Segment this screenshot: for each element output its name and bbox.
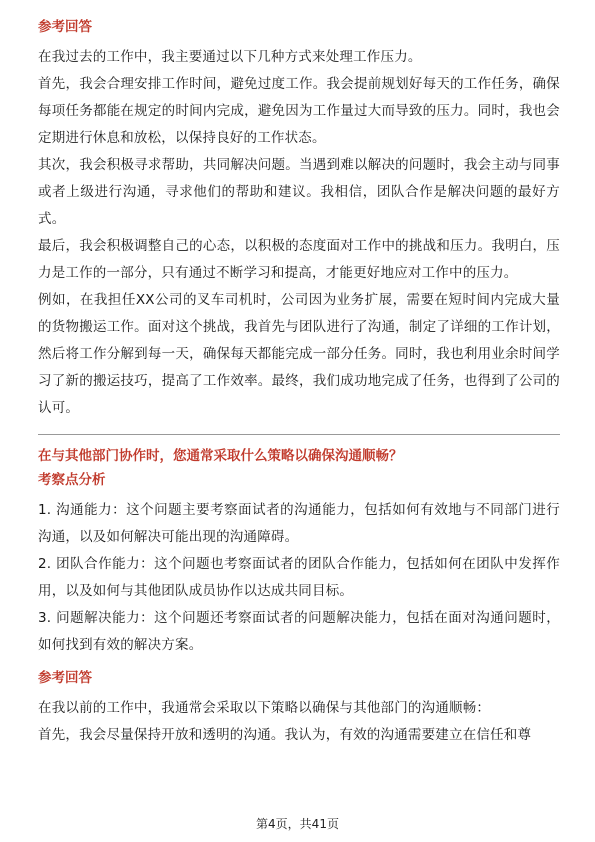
question-title: 在与其他部门协作时，您通常采取什么策略以确保沟通顺畅？	[38, 448, 403, 464]
section-divider	[38, 434, 560, 435]
reference-answer-heading: 参考回答	[38, 670, 92, 686]
answer-paragraph: 在我过去的工作中，我主要通过以下几种方式来处理工作压力。	[38, 49, 422, 65]
document-page	[38, 18, 560, 749]
answer-paragraph: 首先，我会尽量保持开放和透明的沟通。我认为，有效的沟通需要建立在信任和尊	[38, 727, 532, 743]
answer-paragraph: 首先，我会合理安排工作时间，避免过度工作。我会提前规划好每天的工作任务，确保每项任务都能在规定的时间内完成，避免因为工作量过大而导致的压力。同时，我也会定期进行休息和放松，以保持良好的工作状态。	[38, 76, 560, 146]
reference-answer-heading: 参考回答	[38, 19, 92, 35]
analysis-item: 1. 沟通能力：这个问题主要考察面试者的沟通能力，包括如何有效地与不同部门进行沟通，以及如何解决可能出现的沟通障碍。	[38, 502, 560, 545]
answer-paragraph: 其次，我会积极寻求帮助，共同解决问题。当遇到难以解决的问题时，我会主动与同事或者上级进行沟通，寻求他们的帮助和建议。我相信，团队合作是解决问题的最好方式。	[38, 157, 560, 227]
analysis-item: 3. 问题解决能力：这个问题还考察面试者的问题解决能力，包括在面对沟通问题时，如何找到有效的解决方案。	[38, 610, 560, 653]
page-number: 第4页，共41页	[256, 817, 339, 831]
answer-paragraph: 例如，在我担任XX公司的叉车司机时，公司因为业务扩展，需要在短时间内完成大量的货物搬运工作。面对这个挑战，我首先与团队进行了沟通，制定了详细的工作计划，然后将工作分解到每一天，确保每天都能完成一部分任务。同时，我也利用业余时间学习了新的搬运技巧，提高了工作效率。最终，我们成功地完成了任务，也得到了公司的认可。	[38, 292, 560, 416]
analysis-heading: 考察点分析	[38, 472, 106, 488]
answer-paragraph: 最后，我会积极调整自己的心态，以积极的态度面对工作中的挑战和压力。我明白，压力是工作的一部分，只有通过不断学习和提高，才能更好地应对工作中的压力。	[38, 238, 560, 281]
analysis-item: 2. 团队合作能力：这个问题也考察面试者的团队合作能力，包括如何在团队中发挥作用，以及如何与其他团队成员协作以达成共同目标。	[38, 556, 560, 599]
answer-paragraph: 在我以前的工作中，我通常会采取以下策略以确保与其他部门的沟通顺畅：	[38, 700, 491, 716]
